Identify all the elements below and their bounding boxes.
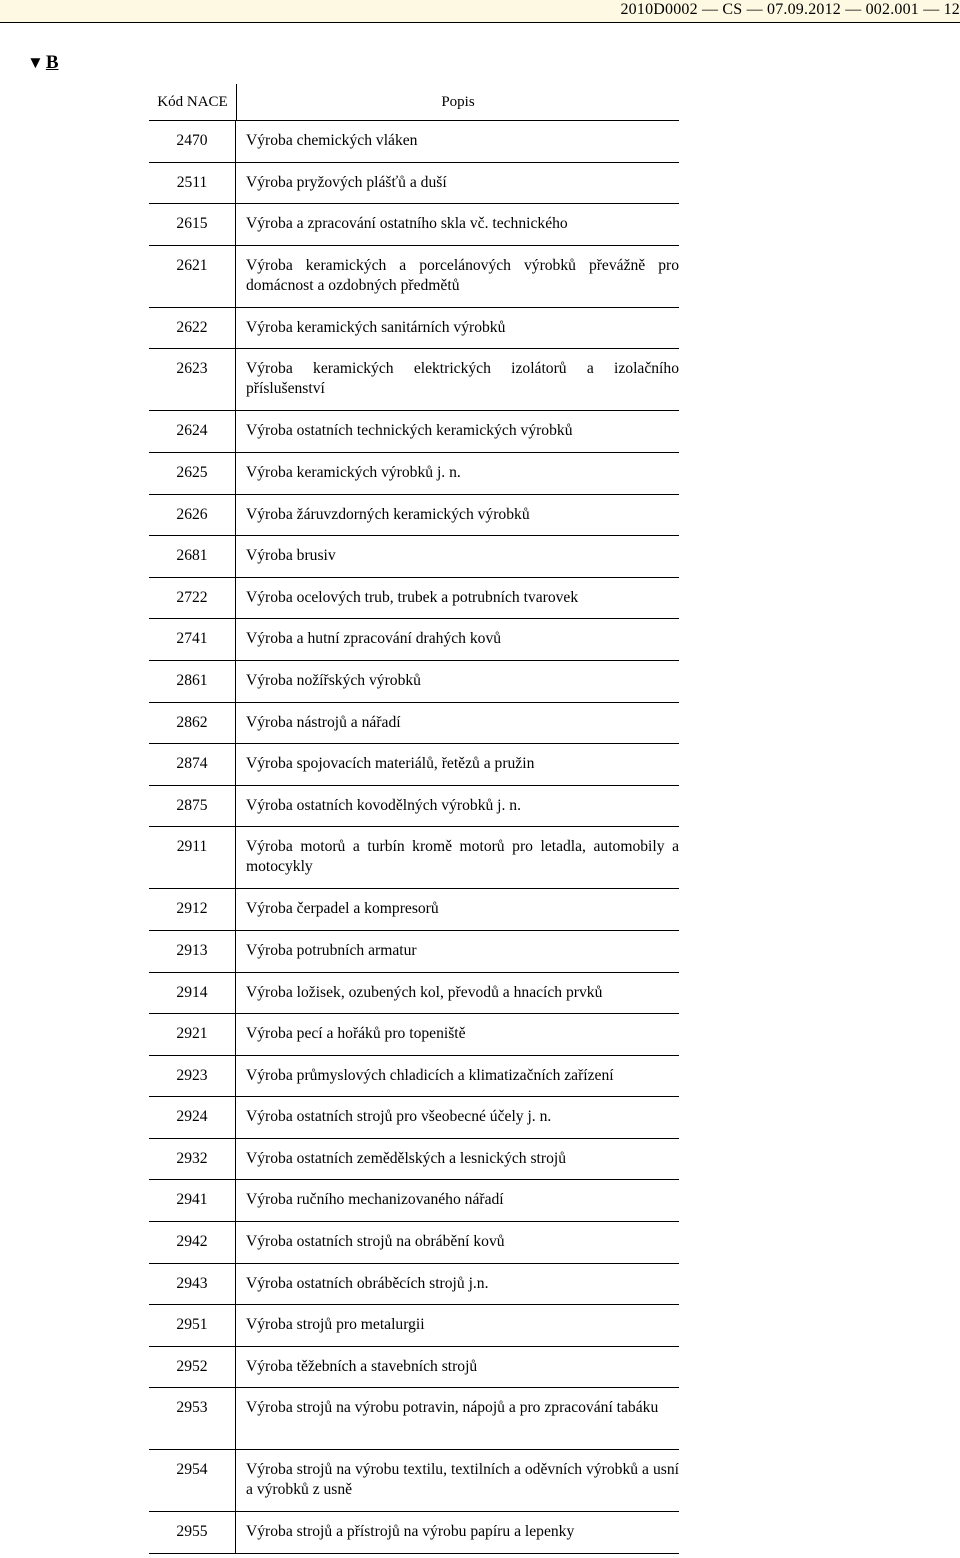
table-row bbox=[149, 661, 679, 703]
description-cell: Výroba ložisek, ozubených kol, převodů a hnacích prvků bbox=[246, 983, 603, 1001]
table-row bbox=[149, 1097, 679, 1139]
nace-code-cell: 2954 bbox=[149, 1450, 236, 1511]
nace-code-cell: 2875 bbox=[149, 786, 236, 827]
description-cell: Výroba strojů a přístrojů na výrobu papíru a lepenky bbox=[246, 1523, 575, 1541]
description-cell: Výroba ostatních technických keramických výrobků bbox=[246, 422, 573, 440]
nace-table bbox=[149, 84, 679, 1554]
table-row bbox=[149, 1347, 679, 1389]
document-reference: 2010D0002 — CS — 07.09.2012 — 002.001 — 12 bbox=[620, 1, 960, 18]
description-cell: Výroba nástrojů a nářadí bbox=[246, 713, 401, 731]
description-cell: Výroba ostatních zemědělských a lesnických strojů bbox=[246, 1149, 567, 1167]
nace-code-cell: 2952 bbox=[149, 1347, 236, 1388]
nace-code-cell: 2511 bbox=[149, 163, 236, 204]
nace-code-cell: 2741 bbox=[149, 619, 236, 660]
table-row bbox=[149, 453, 679, 495]
table-row bbox=[149, 536, 679, 578]
table-row bbox=[149, 1305, 679, 1347]
description-cell: Výroba pryžových plášťů a duší bbox=[246, 173, 447, 191]
description-cell: Výroba potrubních armatur bbox=[246, 941, 417, 959]
description-cell: Výroba těžebních a stavebních strojů bbox=[246, 1357, 478, 1375]
description-cell: Výroba ocelových trub, trubek a potrubních tvarovek bbox=[246, 588, 579, 606]
nace-code-cell: 2722 bbox=[149, 578, 236, 619]
table-row bbox=[149, 1264, 679, 1306]
column-header-code: Kód NACE bbox=[149, 84, 237, 120]
nace-code-cell: 2955 bbox=[149, 1512, 236, 1553]
nace-code-cell: 2862 bbox=[149, 703, 236, 744]
table-row bbox=[149, 889, 679, 931]
nace-code-cell: 2953 bbox=[149, 1388, 236, 1449]
nace-code-cell: 2621 bbox=[149, 246, 236, 307]
nace-code-cell: 2913 bbox=[149, 931, 236, 972]
nace-code-cell: 2943 bbox=[149, 1264, 236, 1305]
nace-code-cell: 2921 bbox=[149, 1014, 236, 1055]
description-cell: Výroba keramických a porcelánových výrobků převážně pro domácnost a ozdobných předmětů bbox=[246, 256, 679, 294]
table-row bbox=[149, 349, 679, 411]
table-row bbox=[149, 1139, 679, 1181]
table-row bbox=[149, 246, 679, 308]
description-cell: Výroba a zpracování ostatního skla vč. technického bbox=[246, 215, 568, 233]
description-cell: Výroba keramických elektrických izolátorů a izolačního příslušenství bbox=[246, 360, 679, 398]
table-row bbox=[149, 786, 679, 828]
table-row bbox=[149, 495, 679, 537]
table-row bbox=[149, 204, 679, 246]
document-header-bar bbox=[0, 0, 960, 23]
nace-code-cell: 2951 bbox=[149, 1305, 236, 1346]
nace-code-cell: 2924 bbox=[149, 1097, 236, 1138]
table-row bbox=[149, 578, 679, 620]
description-cell: Výroba keramických sanitárních výrobků bbox=[246, 318, 506, 336]
nace-code-cell: 2615 bbox=[149, 204, 236, 245]
table-row bbox=[149, 703, 679, 745]
table-row bbox=[149, 308, 679, 350]
table-row bbox=[149, 163, 679, 205]
table-row bbox=[149, 931, 679, 973]
description-cell: Výroba strojů na výrobu potravin, nápojů a pro zpracování tabáku bbox=[246, 1399, 659, 1417]
table-row bbox=[149, 1180, 679, 1222]
table-body bbox=[149, 121, 679, 1554]
table-row bbox=[149, 1450, 679, 1512]
table-row bbox=[149, 973, 679, 1015]
description-cell: Výroba motorů a turbín kromě motorů pro letadla, automobily a motocykly bbox=[246, 838, 679, 876]
description-cell: Výroba ručního mechanizovaného nářadí bbox=[246, 1191, 504, 1209]
nace-code-cell: 2625 bbox=[149, 453, 236, 494]
table-row bbox=[149, 1388, 679, 1450]
description-cell: Výroba keramických výrobků j. n. bbox=[246, 463, 461, 481]
nace-code-cell: 2622 bbox=[149, 308, 236, 349]
description-cell: Výroba a hutní zpracování drahých kovů bbox=[246, 630, 502, 648]
nace-code-cell: 2874 bbox=[149, 744, 236, 785]
marker-letter: B bbox=[45, 52, 59, 73]
table-row bbox=[149, 619, 679, 661]
nace-code-cell: 2941 bbox=[149, 1180, 236, 1221]
description-cell: Výroba nožířských výrobků bbox=[246, 671, 421, 689]
description-cell: Výroba ostatních obráběcích strojů j.n. bbox=[246, 1274, 489, 1292]
nace-code-cell: 2470 bbox=[149, 121, 236, 162]
table-row bbox=[149, 1056, 679, 1098]
nace-code-cell: 2932 bbox=[149, 1139, 236, 1180]
nace-code-cell: 2923 bbox=[149, 1056, 236, 1097]
column-header-description: Popis bbox=[441, 93, 475, 110]
nace-code-cell: 2681 bbox=[149, 536, 236, 577]
description-cell: Výroba spojovacích materiálů, řetězů a pružin bbox=[246, 755, 535, 773]
description-cell: Výroba brusiv bbox=[246, 547, 336, 565]
description-cell: Výroba strojů pro metalurgii bbox=[246, 1316, 425, 1334]
table-row bbox=[149, 411, 679, 453]
nace-code-cell: 2942 bbox=[149, 1222, 236, 1263]
nace-code-cell: 2623 bbox=[149, 349, 236, 410]
triangle-down-icon: ▼ bbox=[27, 53, 44, 72]
description-cell: Výroba ostatních kovodělných výrobků j. n. bbox=[246, 796, 522, 814]
table-header bbox=[149, 84, 679, 121]
description-cell: Výroba ostatních strojů pro všeobecné účely j. n. bbox=[246, 1108, 552, 1126]
table-row bbox=[149, 744, 679, 786]
table-row bbox=[149, 1512, 679, 1554]
table-row bbox=[149, 1014, 679, 1056]
description-cell: Výroba ostatních strojů na obrábění kovů bbox=[246, 1233, 505, 1251]
table-row bbox=[149, 121, 679, 163]
description-cell: Výroba pecí a hořáků pro topeniště bbox=[246, 1025, 466, 1043]
description-cell: Výroba chemických vláken bbox=[246, 132, 418, 149]
table-row bbox=[149, 827, 679, 889]
description-cell: Výroba strojů na výrobu textilu, textilních a oděvních výrobků a usní a výrobků z usně bbox=[246, 1461, 679, 1499]
nace-code-cell: 2914 bbox=[149, 973, 236, 1014]
amendment-marker bbox=[27, 52, 59, 74]
description-cell: Výroba čerpadel a kompresorů bbox=[246, 900, 439, 918]
nace-code-cell: 2912 bbox=[149, 889, 236, 930]
nace-code-cell: 2626 bbox=[149, 495, 236, 536]
description-cell: Výroba žáruvzdorných keramických výrobků bbox=[246, 505, 530, 523]
nace-code-cell: 2911 bbox=[149, 827, 236, 888]
nace-code-cell: 2624 bbox=[149, 411, 236, 452]
nace-code-cell: 2861 bbox=[149, 661, 236, 702]
table-row bbox=[149, 1222, 679, 1264]
description-cell: Výroba průmyslových chladicích a klimatizačních zařízení bbox=[246, 1066, 614, 1084]
